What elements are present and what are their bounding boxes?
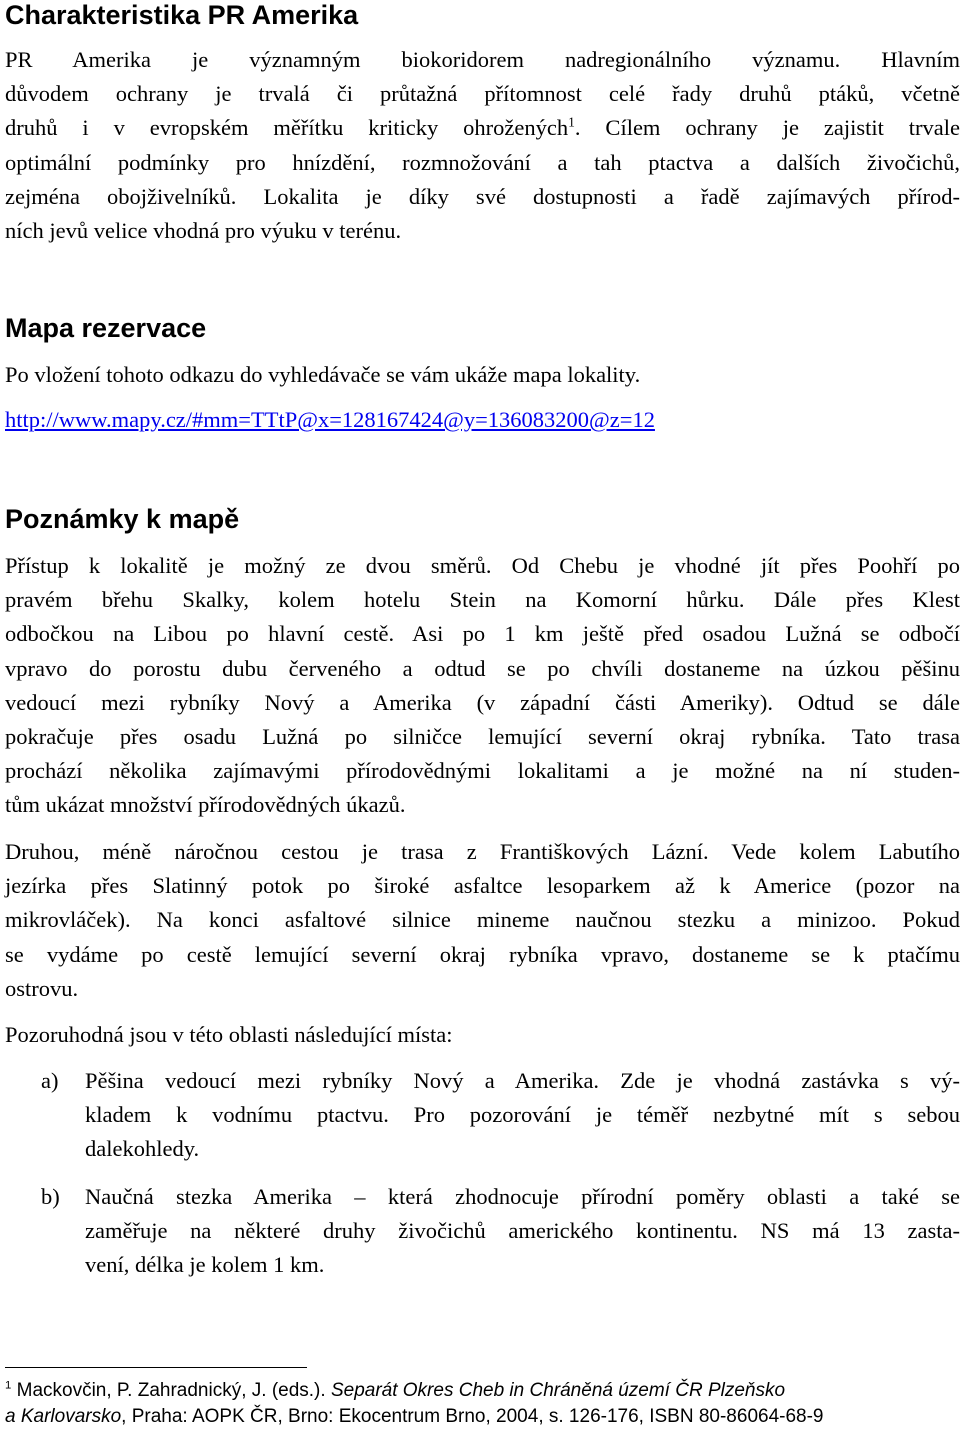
text-line: optimální podmínky pro hnízdění, rozmnožování a tah ptactva a dalších živočichů,: [5, 149, 960, 175]
text-segment: druhů i v evropském měřítku kriticky ohrožených: [5, 115, 569, 141]
text-line: Druhou, méně náročnou cestou je trasa z Františkových Lázní. Vede kolem Labutího: [5, 839, 960, 864]
text-line: mikrovláček). Na konci asfaltové silnice mineme naučnou stezku a minizoo. Pokud: [5, 907, 960, 933]
heading-characteristics: Charakteristika PR Amerika: [5, 0, 359, 30]
map-link[interactable]: http://www.mapy.cz/#mm=TTtP@x=128167424@y=136083200@z=12: [5, 407, 655, 432]
footnote-authors: Mackovčin, P. Zahradnický, J. (eds.).: [16, 1380, 331, 1401]
text-line: kladem k vodnímu ptactvu. Pro pozorování je téměř nezbytné mít s sebou: [85, 1102, 960, 1128]
text-line: jezírka přes Slatinný potok po široké asfaltce lesoparkem až k Americe (pozor na: [5, 873, 960, 899]
footnote-separator: [5, 1367, 307, 1368]
heading-map: Mapa rezervace: [5, 313, 207, 343]
list-item-text: [85, 1064, 960, 1167]
text-line: důvodem ochrany je trvalá či průtažná přítomnost celé řady druhů ptáků, včetně: [5, 81, 960, 107]
text-line: [5, 111, 960, 145]
text-line: ních jevů velice vhodná pro výuku v terénu.: [5, 218, 402, 244]
list-item-text: [85, 1180, 960, 1283]
text-line: zejména obojživelníků. Lokalita je díky své dostupnosti a řadě zajímavých přírod-: [5, 183, 960, 209]
footnote: [5, 1378, 960, 1430]
text-line: Naučná stezka Amerika – která zhodnocuje přírodní poměry oblasti a také se: [85, 1184, 960, 1209]
text-line: Pěšina vedoucí mezi rybníky Nový a Amerika. Zde je vhodná zastávka s vý-: [85, 1068, 960, 1093]
footnote-title: Separát Okres Cheb in Chráněná území ČR Plzeňsko: [330, 1380, 786, 1401]
notes-paragraph-2: [5, 835, 960, 1006]
text-line: odbočkou na Libou po hlavní cestě. Asi po 1 km ještě před osadou Lužná se odbočí: [5, 621, 960, 647]
text-line: ostrovu.: [5, 975, 79, 1001]
list-marker: b): [41, 1184, 60, 1209]
text-line: dalekohledy.: [85, 1136, 200, 1162]
footnote-line: [5, 1378, 960, 1404]
map-paragraph: [5, 358, 960, 392]
text-line: Po vložení tohoto odkazu do vyhledávače se vám ukáže mapa lokality.: [5, 362, 641, 387]
notes-paragraph-1: [5, 549, 960, 823]
footnote-line: [5, 1404, 960, 1430]
text-line: se vydáme po cestě lemující severní okraj rybníka vpravo, dostaneme se k ptačímu: [5, 941, 960, 967]
text-line: Přístup k lokalitě je možný ze dvou směrů. Od Chebu je vhodné jít přes Poohří po: [5, 553, 960, 578]
text-line: zaměřuje na některé druhy živočichů amerického kontinentu. NS má 13 zasta-: [85, 1218, 960, 1244]
text-line: pokračuje přes osadu Lužná po silničce lemující severní okraj rybníka. Tato trasa: [5, 724, 960, 750]
text-line: tům ukázat množství přírodovědných úkazů.: [5, 792, 406, 818]
footnote-publisher: , Praha: AOPK ČR, Brno: Ekocentrum Brno, 2004, s. 126-176, ISBN 80-86064-68-9: [121, 1406, 824, 1427]
text-line: pravém břehu Skalky, kolem hotelu Stein na Komorní hůrku. Dále přes Klest: [5, 587, 960, 613]
text-line: Pozoruhodná jsou v této oblasti následující místa:: [5, 1022, 453, 1047]
footnote-reference[interactable]: 1: [568, 114, 575, 130]
text-line: vení, délka je kolem 1 km.: [85, 1252, 325, 1278]
text-line: vpravo do porostu dubu červeného a odtud se po chvíli dostaneme na úzkou pěšinu: [5, 655, 960, 681]
footnote-title-cont: a Karlovarsko: [5, 1406, 122, 1427]
text-line: PR Amerika je významným biokoridorem nadregionálního významu. Hlavním: [5, 47, 960, 72]
text-line: prochází několika zajímavými přírodovědnými lokalitami a je možné na ní studen-: [5, 758, 960, 784]
text-line: vedoucí mezi rybníky Nový a Amerika (v západní části Ameriky). Odtud se dále: [5, 689, 960, 715]
characteristics-paragraph: [5, 43, 960, 248]
heading-notes: Poznámky k mapě: [5, 504, 240, 534]
list-marker: a): [41, 1068, 59, 1093]
text-segment: . Cílem ochrany je zajistit trvale: [574, 115, 960, 141]
notes-paragraph-3: [5, 1018, 960, 1052]
footnote-number: 1: [5, 1379, 12, 1392]
